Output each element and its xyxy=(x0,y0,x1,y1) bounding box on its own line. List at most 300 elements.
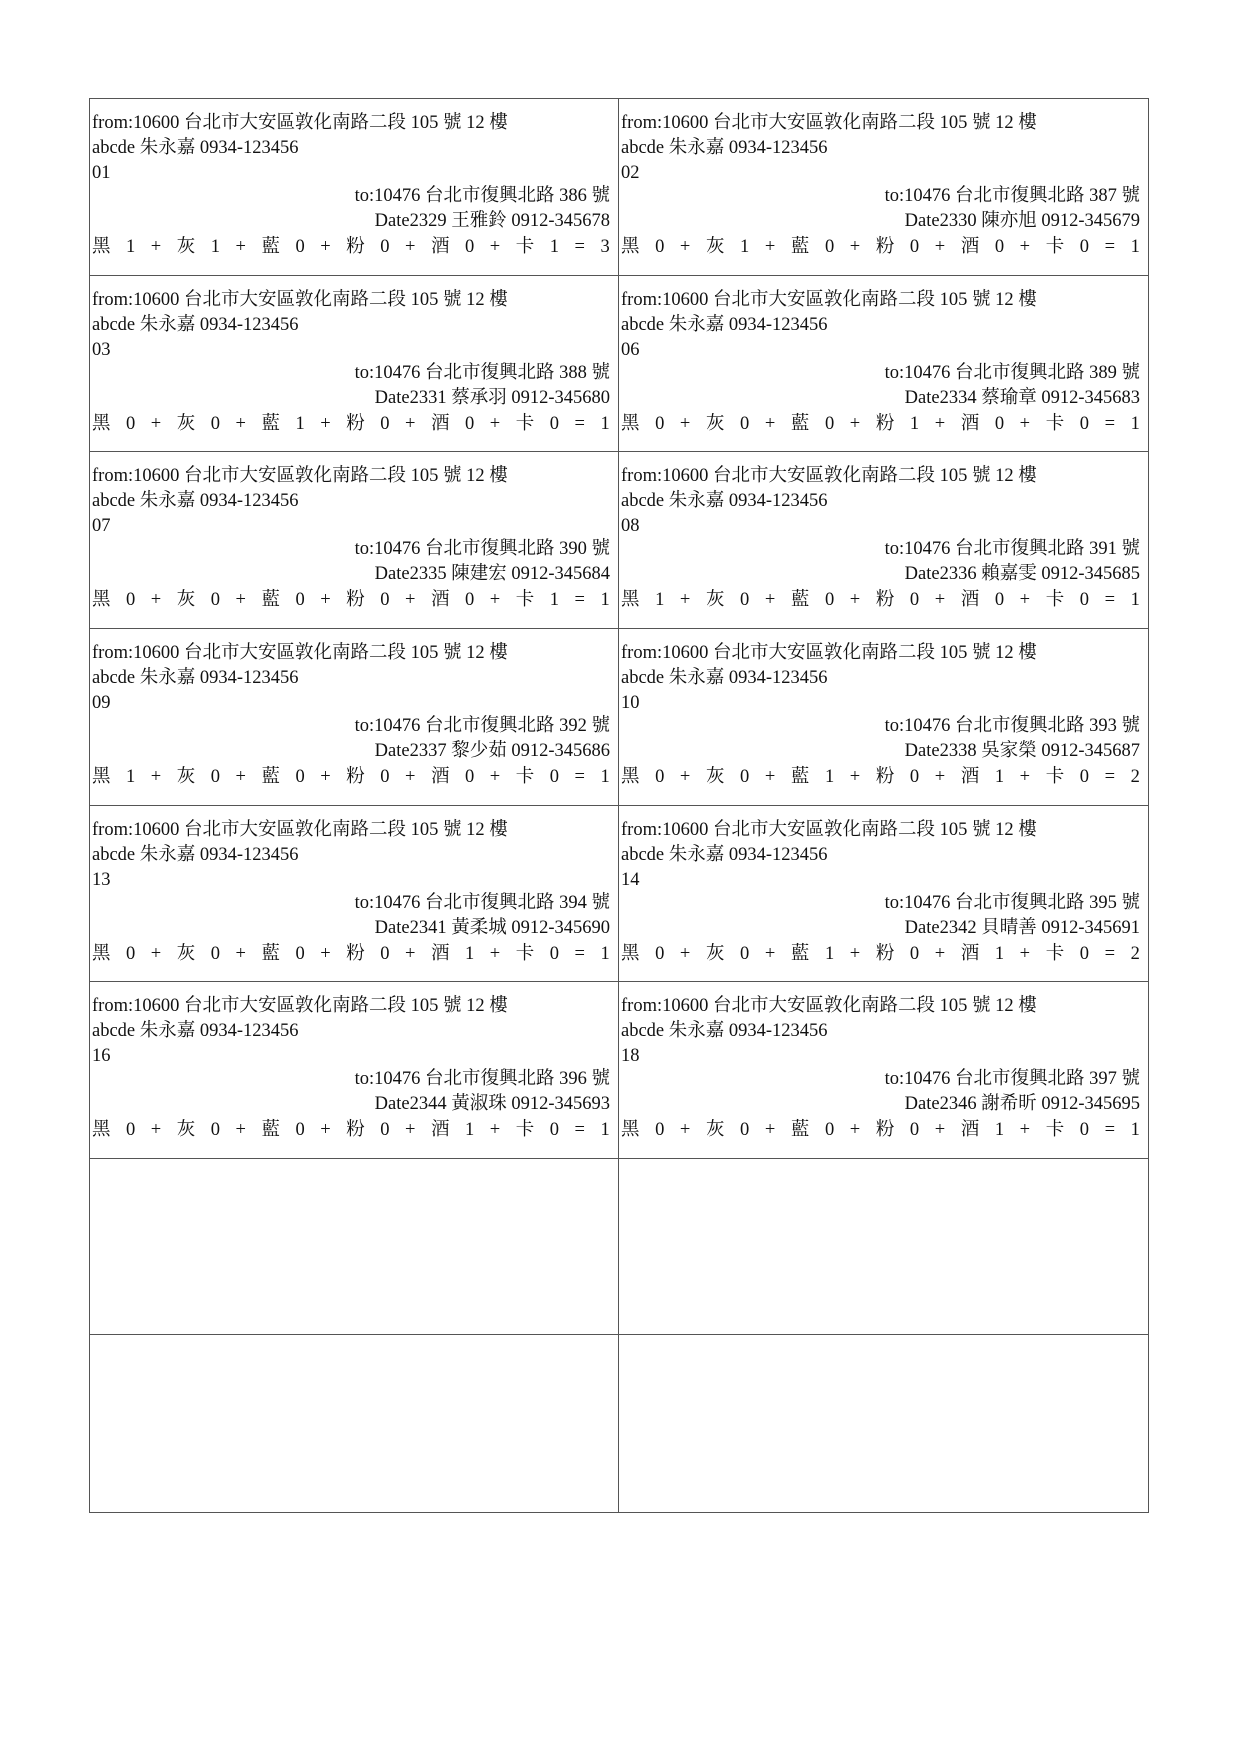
count-token: + xyxy=(679,943,691,964)
count-token: 2 xyxy=(1130,766,1140,787)
count-token: + xyxy=(320,1120,331,1141)
count-token: + xyxy=(1019,237,1031,257)
mailing-label xyxy=(619,452,1148,629)
count-token: + xyxy=(489,237,501,257)
count-token: 粉 xyxy=(346,590,365,611)
count-token: 0 xyxy=(295,590,305,611)
count-token: + xyxy=(150,1120,162,1141)
count-token: 0 xyxy=(210,943,221,964)
count-token: = xyxy=(574,766,585,787)
count-token: 0 xyxy=(380,237,390,257)
count-token: 1 xyxy=(600,1120,610,1141)
count-token: 藍 xyxy=(261,943,281,964)
sender-line: abcde 朱永嘉 0934-123456 xyxy=(621,314,828,335)
mailing-label xyxy=(90,99,619,276)
to-address: to:10476 台北市復興北路 386 號 xyxy=(354,186,610,206)
count-token: 0 xyxy=(465,413,475,434)
count-token: + xyxy=(489,943,501,964)
to-address: to:10476 台北市復興北路 394 號 xyxy=(354,892,610,913)
count-token: 0 xyxy=(549,413,560,434)
label-number: 01 xyxy=(92,163,111,183)
count-token: + xyxy=(679,766,691,787)
recipient-line: Date2331 蔡承羽 0912-345680 xyxy=(374,387,610,408)
sender-line: abcde 朱永嘉 0934-123456 xyxy=(92,844,299,865)
label-number: 16 xyxy=(92,1046,111,1067)
count-token: 0 xyxy=(210,1120,221,1141)
count-token: 卡 xyxy=(515,237,535,257)
count-token: 0 xyxy=(1079,413,1090,434)
count-token: + xyxy=(679,237,691,257)
count-token: + xyxy=(150,766,162,787)
count-token: 0 xyxy=(380,413,390,434)
count-token: + xyxy=(934,590,946,611)
sender-line: abcde 朱永嘉 0934-123456 xyxy=(621,491,828,512)
to-address: to:10476 台北市復興北路 387 號 xyxy=(884,186,1140,206)
count-token: 酒 xyxy=(960,413,980,434)
count-token: 黑 xyxy=(621,1120,640,1141)
count-token: 0 xyxy=(909,590,920,611)
count-token: 灰 xyxy=(176,766,196,787)
count-token: 0 xyxy=(295,943,305,964)
count-token: + xyxy=(405,766,416,787)
count-token: 酒 xyxy=(431,1120,450,1141)
count-token: 黑 xyxy=(92,413,111,434)
color-count-line xyxy=(621,235,1140,259)
count-token: = xyxy=(1104,766,1116,787)
label-number: 07 xyxy=(92,516,111,537)
count-token: 卡 xyxy=(1045,237,1065,257)
count-token: 1 xyxy=(600,943,610,964)
to-address: to:10476 台北市復興北路 396 號 xyxy=(354,1069,610,1090)
count-token: 酒 xyxy=(960,590,980,611)
count-token: 2 xyxy=(1130,943,1140,964)
count-token: 0 xyxy=(380,590,390,611)
count-token: 0 xyxy=(655,766,665,787)
color-count-line xyxy=(621,588,1140,612)
mailing-label xyxy=(90,982,619,1159)
sender-line: abcde 朱永嘉 0934-123456 xyxy=(92,138,299,158)
to-address: to:10476 台北市復興北路 395 號 xyxy=(884,892,1140,913)
count-token: 灰 xyxy=(705,237,725,257)
count-token: 藍 xyxy=(790,590,810,611)
count-token: + xyxy=(235,590,246,611)
count-token: 酒 xyxy=(960,766,980,787)
label-number: 10 xyxy=(621,692,640,713)
count-token: 1 xyxy=(549,590,560,611)
count-token: 1 xyxy=(994,766,1005,787)
count-token: 藍 xyxy=(261,237,281,257)
count-token: 藍 xyxy=(790,943,810,964)
count-token: 0 xyxy=(126,413,136,434)
count-token: + xyxy=(320,766,331,787)
count-token: 0 xyxy=(380,1120,390,1141)
count-token: 0 xyxy=(465,590,475,611)
count-token: 0 xyxy=(380,766,390,787)
label-number: 08 xyxy=(621,516,640,537)
count-token: 0 xyxy=(465,766,475,787)
empty-label-cell xyxy=(619,1335,1148,1512)
count-token: 黑 xyxy=(92,766,111,787)
count-token: 粉 xyxy=(875,766,895,787)
count-token: 0 xyxy=(1079,590,1090,611)
count-token: 1 xyxy=(126,237,136,257)
count-token: + xyxy=(849,413,861,434)
count-token: + xyxy=(235,413,246,434)
label-number: 18 xyxy=(621,1046,640,1067)
count-token: + xyxy=(320,943,331,964)
count-token: = xyxy=(574,413,585,434)
from-address: from:10600 台北市大安區敦化南路二段 105 號 12 樓 xyxy=(92,642,508,663)
label-number: 13 xyxy=(92,869,111,890)
count-token: 0 xyxy=(126,590,136,611)
count-token: 粉 xyxy=(346,766,365,787)
count-token: 黑 xyxy=(621,413,640,434)
count-token: 藍 xyxy=(790,413,810,434)
from-address: from:10600 台北市大安區敦化南路二段 105 號 12 樓 xyxy=(621,642,1037,663)
count-token: + xyxy=(1019,590,1031,611)
recipient-line: Date2334 蔡瑜章 0912-345683 xyxy=(904,387,1140,408)
mailing-label xyxy=(90,629,619,806)
to-address: to:10476 台北市復興北路 392 號 xyxy=(354,715,610,736)
count-token: + xyxy=(1019,943,1031,964)
count-token: + xyxy=(934,1120,946,1141)
label-number: 03 xyxy=(92,339,111,360)
count-token: 0 xyxy=(655,943,665,964)
count-token: + xyxy=(679,590,691,611)
from-address: from:10600 台北市大安區敦化南路二段 105 號 12 樓 xyxy=(621,113,1037,133)
count-token: 粉 xyxy=(346,237,365,257)
count-token: 黑 xyxy=(621,766,640,787)
count-token: = xyxy=(574,237,585,257)
from-address: from:10600 台北市大安區敦化南路二段 105 號 12 樓 xyxy=(621,819,1037,840)
from-address: from:10600 台北市大安區敦化南路二段 105 號 12 樓 xyxy=(92,819,508,840)
count-token: 粉 xyxy=(875,1120,895,1141)
mailing-label xyxy=(619,806,1148,983)
count-token: + xyxy=(235,237,246,257)
count-token: + xyxy=(235,766,246,787)
count-token: 灰 xyxy=(705,766,725,787)
count-token: 0 xyxy=(1079,1120,1090,1141)
count-token: 1 xyxy=(1130,1120,1140,1141)
count-token: 1 xyxy=(210,237,221,257)
count-token: + xyxy=(849,766,861,787)
color-count-line xyxy=(92,1118,610,1142)
count-token: 卡 xyxy=(515,413,535,434)
count-token: 卡 xyxy=(1045,1120,1065,1141)
count-token: 0 xyxy=(655,1120,665,1141)
count-token: + xyxy=(764,237,776,257)
count-token: + xyxy=(405,1120,416,1141)
count-token: 0 xyxy=(126,943,136,964)
from-address: from:10600 台北市大安區敦化南路二段 105 號 12 樓 xyxy=(621,996,1037,1017)
count-token: 藍 xyxy=(261,1120,281,1141)
mailing-label xyxy=(90,806,619,983)
count-token: + xyxy=(405,590,416,611)
sender-line: abcde 朱永嘉 0934-123456 xyxy=(621,1021,828,1042)
label-number: 06 xyxy=(621,339,640,360)
count-token: 0 xyxy=(824,237,835,257)
color-count-line xyxy=(621,1118,1140,1142)
count-token: 酒 xyxy=(960,943,980,964)
sender-line: abcde 朱永嘉 0934-123456 xyxy=(621,667,828,688)
count-token: + xyxy=(235,1120,246,1141)
count-token: 酒 xyxy=(960,1120,980,1141)
count-token: 0 xyxy=(549,1120,560,1141)
count-token: + xyxy=(150,943,162,964)
recipient-line: Date2330 陳亦旭 0912-345679 xyxy=(904,211,1140,231)
count-token: 0 xyxy=(295,766,305,787)
count-token: = xyxy=(1104,237,1116,257)
count-token: + xyxy=(489,1120,501,1141)
count-token: + xyxy=(849,943,861,964)
sender-line: abcde 朱永嘉 0934-123456 xyxy=(92,667,299,688)
count-token: 卡 xyxy=(1045,590,1065,611)
count-token: 1 xyxy=(1130,413,1140,434)
from-address: from:10600 台北市大安區敦化南路二段 105 號 12 樓 xyxy=(621,466,1037,487)
count-token: 酒 xyxy=(431,943,450,964)
count-token: 0 xyxy=(740,413,750,434)
count-token: + xyxy=(934,413,946,434)
count-token: 藍 xyxy=(261,413,281,434)
to-address: to:10476 台北市復興北路 393 號 xyxy=(884,715,1140,736)
empty-label-cell xyxy=(90,1335,619,1512)
count-token: + xyxy=(1019,766,1031,787)
count-token: 1 xyxy=(126,766,136,787)
count-token: 0 xyxy=(295,1120,305,1141)
color-count-line xyxy=(92,412,610,436)
count-token: 酒 xyxy=(431,766,450,787)
count-token: 卡 xyxy=(515,943,535,964)
count-token: 灰 xyxy=(705,590,725,611)
recipient-line: Date2329 王雅鈴 0912-345678 xyxy=(374,211,610,231)
count-token: = xyxy=(1104,413,1116,434)
count-token: 灰 xyxy=(705,943,725,964)
count-token: + xyxy=(320,413,331,434)
count-token: 0 xyxy=(549,943,560,964)
count-token: 0 xyxy=(740,943,750,964)
count-token: + xyxy=(764,766,776,787)
recipient-line: Date2338 吳家榮 0912-345687 xyxy=(904,740,1140,761)
count-token: 0 xyxy=(549,766,560,787)
count-token: = xyxy=(574,1120,585,1141)
count-token: 0 xyxy=(380,943,390,964)
count-token: 0 xyxy=(1079,237,1090,257)
count-token: 0 xyxy=(909,1120,920,1141)
color-count-line xyxy=(621,765,1140,789)
count-token: 0 xyxy=(909,943,920,964)
count-token: 0 xyxy=(210,766,221,787)
count-token: 1 xyxy=(994,1120,1005,1141)
count-token: 酒 xyxy=(431,590,450,611)
recipient-line: Date2344 黃淑珠 0912-345693 xyxy=(374,1094,610,1115)
count-token: 粉 xyxy=(875,237,895,257)
color-count-line xyxy=(92,765,610,789)
count-token: 藍 xyxy=(790,766,810,787)
count-token: + xyxy=(764,413,776,434)
empty-label-cell xyxy=(619,1159,1148,1336)
count-token: = xyxy=(1104,590,1116,611)
count-token: 灰 xyxy=(705,1120,725,1141)
mailing-label xyxy=(90,452,619,629)
count-token: + xyxy=(764,943,776,964)
count-token: 卡 xyxy=(515,1120,535,1141)
count-token: 0 xyxy=(655,237,665,257)
count-token: + xyxy=(679,413,691,434)
count-token: 0 xyxy=(994,237,1005,257)
label-sheet xyxy=(89,98,1149,1513)
count-token: 0 xyxy=(824,1120,835,1141)
count-token: 卡 xyxy=(515,590,535,611)
count-token: 粉 xyxy=(875,943,895,964)
count-token: 灰 xyxy=(176,413,196,434)
mailing-label xyxy=(90,276,619,453)
count-token: 0 xyxy=(740,590,750,611)
count-token: + xyxy=(489,413,501,434)
count-token: 粉 xyxy=(346,943,365,964)
sender-line: abcde 朱永嘉 0934-123456 xyxy=(621,844,828,865)
count-token: + xyxy=(849,1120,861,1141)
count-token: 1 xyxy=(465,1120,475,1141)
count-token: 1 xyxy=(655,590,665,611)
count-token: + xyxy=(405,413,416,434)
count-token: 1 xyxy=(1130,590,1140,611)
count-token: + xyxy=(235,943,246,964)
count-token: 0 xyxy=(126,1120,136,1141)
count-token: 黑 xyxy=(92,590,111,611)
count-token: = xyxy=(574,943,585,964)
count-token: 卡 xyxy=(515,766,535,787)
count-token: 0 xyxy=(909,237,920,257)
count-token: + xyxy=(1019,413,1031,434)
count-token: 黑 xyxy=(621,590,640,611)
count-token: + xyxy=(764,590,776,611)
count-token: 1 xyxy=(994,943,1005,964)
count-token: 1 xyxy=(740,237,750,257)
count-token: 黑 xyxy=(621,943,640,964)
recipient-line: Date2342 貝晴善 0912-345691 xyxy=(904,917,1140,938)
count-token: + xyxy=(934,766,946,787)
count-token: 黑 xyxy=(92,1120,111,1141)
count-token: 0 xyxy=(295,237,305,257)
count-token: 黑 xyxy=(92,943,111,964)
label-number: 09 xyxy=(92,692,111,713)
count-token: 0 xyxy=(909,766,920,787)
count-token: 0 xyxy=(824,413,835,434)
to-address: to:10476 台北市復興北路 391 號 xyxy=(884,539,1140,560)
count-token: 粉 xyxy=(875,413,895,434)
count-token: 卡 xyxy=(1045,766,1065,787)
recipient-line: Date2346 謝希昕 0912-345695 xyxy=(904,1094,1140,1115)
count-token: 粉 xyxy=(875,590,895,611)
color-count-line xyxy=(621,942,1140,966)
mailing-label xyxy=(619,982,1148,1159)
count-token: 粉 xyxy=(346,413,365,434)
count-token: + xyxy=(150,413,162,434)
count-token: 0 xyxy=(655,413,665,434)
count-token: + xyxy=(934,237,946,257)
count-token: 粉 xyxy=(346,1120,365,1141)
from-address: from:10600 台北市大安區敦化南路二段 105 號 12 樓 xyxy=(92,996,508,1017)
count-token: + xyxy=(764,1120,776,1141)
count-token: + xyxy=(320,590,331,611)
count-token: 灰 xyxy=(176,237,196,257)
color-count-line xyxy=(621,412,1140,436)
color-count-line xyxy=(92,235,610,259)
sender-line: abcde 朱永嘉 0934-123456 xyxy=(92,491,299,512)
count-token: + xyxy=(934,943,946,964)
to-address: to:10476 台北市復興北路 389 號 xyxy=(884,362,1140,383)
to-address: to:10476 台北市復興北路 397 號 xyxy=(884,1069,1140,1090)
count-token: + xyxy=(405,943,416,964)
count-token: 灰 xyxy=(705,413,725,434)
count-token: 0 xyxy=(824,590,835,611)
count-token: = xyxy=(574,590,585,611)
mailing-label xyxy=(619,629,1148,806)
count-token: + xyxy=(849,237,861,257)
count-token: = xyxy=(1104,1120,1116,1141)
to-address: to:10476 台北市復興北路 388 號 xyxy=(354,362,610,383)
count-token: 0 xyxy=(1079,943,1090,964)
count-token: = xyxy=(1104,943,1116,964)
count-token: 黑 xyxy=(621,237,640,257)
from-address: from:10600 台北市大安區敦化南路二段 105 號 12 樓 xyxy=(92,289,508,310)
count-token: 1 xyxy=(824,943,835,964)
count-token: 0 xyxy=(210,413,221,434)
label-number: 14 xyxy=(621,869,640,890)
count-token: 灰 xyxy=(176,590,196,611)
count-token: + xyxy=(679,1120,691,1141)
count-token: 1 xyxy=(909,413,920,434)
count-token: 卡 xyxy=(1045,943,1065,964)
count-token: + xyxy=(405,237,416,257)
count-token: 1 xyxy=(295,413,305,434)
from-address: from:10600 台北市大安區敦化南路二段 105 號 12 樓 xyxy=(92,466,508,487)
count-token: 1 xyxy=(600,413,610,434)
count-token: 0 xyxy=(1079,766,1090,787)
to-address: to:10476 台北市復興北路 390 號 xyxy=(354,539,610,560)
count-token: + xyxy=(150,590,162,611)
count-token: 1 xyxy=(600,766,610,787)
count-token: 1 xyxy=(1130,237,1140,257)
count-token: 酒 xyxy=(960,237,980,257)
from-address: from:10600 台北市大安區敦化南路二段 105 號 12 樓 xyxy=(621,289,1037,310)
label-number: 02 xyxy=(621,163,640,183)
count-token: 藍 xyxy=(790,1120,810,1141)
count-token: 0 xyxy=(210,590,221,611)
recipient-line: Date2336 賴嘉雯 0912-345685 xyxy=(904,564,1140,585)
sender-line: abcde 朱永嘉 0934-123456 xyxy=(621,138,828,158)
count-token: 1 xyxy=(600,590,610,611)
count-token: 酒 xyxy=(431,237,450,257)
count-token: 灰 xyxy=(176,1120,196,1141)
recipient-line: Date2335 陳建宏 0912-345684 xyxy=(374,564,610,585)
mailing-label xyxy=(619,99,1148,276)
count-token: 1 xyxy=(549,237,560,257)
count-token: 0 xyxy=(994,590,1005,611)
count-token: 1 xyxy=(824,766,835,787)
sender-line: abcde 朱永嘉 0934-123456 xyxy=(92,314,299,335)
count-token: 0 xyxy=(740,1120,750,1141)
count-token: + xyxy=(150,237,162,257)
count-token: 藍 xyxy=(261,766,281,787)
color-count-line xyxy=(92,588,610,612)
count-token: 0 xyxy=(994,413,1005,434)
color-count-line xyxy=(92,942,610,966)
count-token: 酒 xyxy=(431,413,450,434)
count-token: 1 xyxy=(465,943,475,964)
count-token: + xyxy=(489,590,501,611)
count-token: 藍 xyxy=(790,237,810,257)
